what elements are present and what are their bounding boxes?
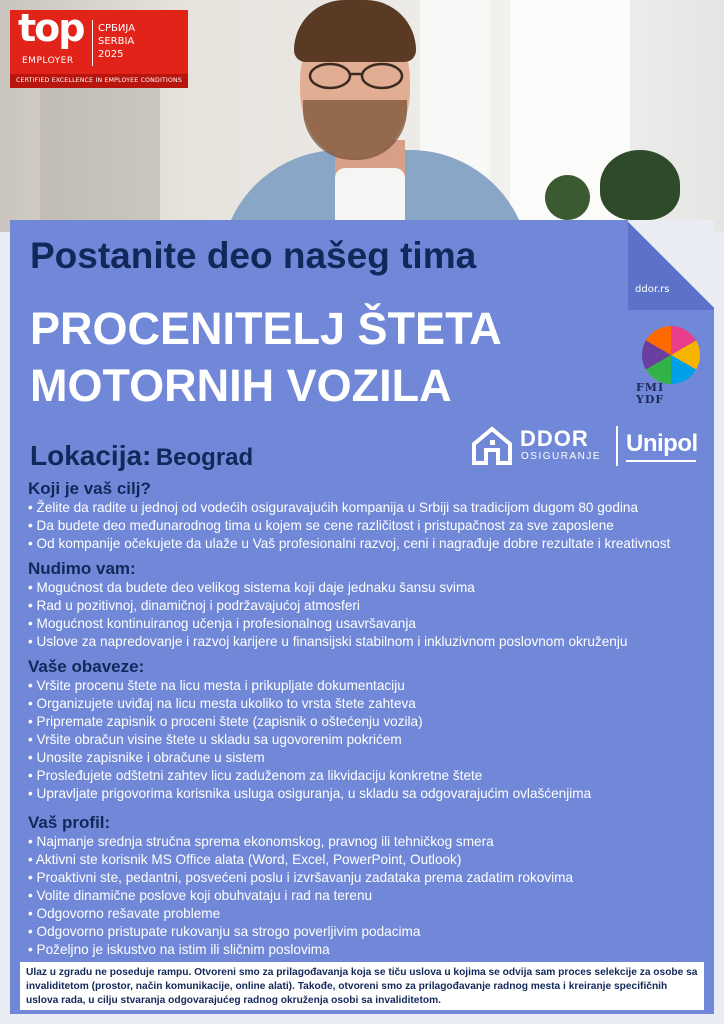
list-item: • Prosleđujete odštetni zahtev licu zaduženom za likvidaciju konkretne štete <box>28 767 718 785</box>
list-item: • Aktivni ste korisnik MS Office alata (Word, Excel, PowerPoint, Outlook) <box>28 851 718 869</box>
list-item: • Rad u pozitivnoj, dinamičnoj i podržavajućoj atmosferi <box>28 597 718 615</box>
list-item: • Vršite obračun visine štete u skladu sa ugovorenim pokrićem <box>28 731 718 749</box>
fmi-logo-text <box>636 382 664 406</box>
list-item: • Uslove za napredovanje i razvoj karijere u finansijski stabilnom i inkluzivnom poslovnom okruženju <box>28 633 718 651</box>
job-title-line1: PROCENITELJ ŠTETA <box>30 303 502 354</box>
website-link[interactable]: ddor.rs <box>635 284 670 295</box>
glasses-icon <box>305 62 407 90</box>
list-item: • Poželjno je iskustvo na istim ili sličnim poslovima <box>28 941 718 959</box>
fmi-logo-line2: YDF <box>636 393 665 406</box>
unipol-logo-text: Unipol <box>626 430 698 457</box>
location <box>30 440 253 472</box>
list-item: • Da budete deo međunarodnog tima u kojem se cene različitost i pristupačnost za sve zaposlene <box>28 517 718 535</box>
list-item: • Želite da radite u jednoj od vodećih osiguravajućih kompanija u Srbiji sa tradicijom dugom 80 godina <box>28 499 718 517</box>
badge-country-cyrillic: СРБИЈА <box>98 23 136 34</box>
plant <box>600 150 680 220</box>
badge-year: 2025 <box>98 49 124 60</box>
list-item: • Najmanje srednja stručna sprema ekonomskog, pravnog ili tehničkog smera <box>28 833 718 851</box>
section-title: Koji je vaš cilj? <box>28 479 151 498</box>
brand-logos <box>470 424 702 472</box>
list-item: • Upravljate prigovorima korisnika usluga osiguranja, u skladu sa odgovarajućim ovlašćenjima <box>28 785 718 803</box>
section-profile <box>28 813 718 959</box>
list-item: • Od kompanije očekujete da ulaže u Vaš profesionalni razvoj, ceni i nagrađuje dobre rezultate i kreativnost <box>28 535 718 553</box>
list-item: • Odgovorno rešavate probleme <box>28 905 718 923</box>
list-item: • Vršite procenu štete na licu mesta i prikupljate dokumentaciju <box>28 677 718 695</box>
badge-country-latin: SERBIA <box>98 36 135 47</box>
section-title: Nudimo vam: <box>28 559 136 578</box>
bullet-list <box>28 499 718 553</box>
headline: Postanite deo našeg tima <box>30 235 477 276</box>
badge-employer: EMPLOYER <box>22 56 74 66</box>
fmi-logo <box>636 326 704 412</box>
person-hair <box>294 0 416 62</box>
osiguranje-logo-text: OSIGURANJE <box>521 451 602 462</box>
fmi-ball-icon <box>642 326 700 384</box>
top-employer-badge <box>10 6 188 88</box>
list-item: • Odgovorno pristupate rukovanju sa strogo poverljivim podacima <box>28 923 718 941</box>
page-fold-corner <box>628 220 714 310</box>
badge-certified-strip: CERTIFIED EXCELLENCE IN EMPLOYEE CONDITIONS <box>10 74 188 88</box>
ddor-logo-text: DDOR <box>520 426 589 451</box>
plant <box>545 175 590 220</box>
badge-country <box>98 22 135 61</box>
list-item: • Volite dinamične poslove koji obuhvataju i rad na terenu <box>28 887 718 905</box>
bullet-list <box>28 833 718 959</box>
bullet-list <box>28 579 718 651</box>
section-offer <box>28 559 718 651</box>
location-value: Beograd <box>155 444 254 471</box>
job-title-line2: MOTORNIH VOZILA <box>30 360 452 411</box>
list-item: • Mogućnost kontinuiranog učenja i profesionalnog usavršavanja <box>28 615 718 633</box>
job-title <box>30 300 502 414</box>
unipol-underline <box>626 460 696 462</box>
section-title: Vaše obaveze: <box>28 657 145 676</box>
section-duties <box>28 657 718 803</box>
section-title: Vaš profil: <box>28 813 111 832</box>
location-label: Lokacija: <box>30 440 152 471</box>
badge-divider <box>92 20 93 66</box>
list-item: • Unosite zapisnike i obračune u sistem <box>28 749 718 767</box>
list-item: • Proaktivni ste, pedantni, posvećeni poslu i izvršavanju zadataka prema zadatim rokovima <box>28 869 718 887</box>
list-item: • Organizujete uviđaj na licu mesta ukoliko to vrsta štete zahteva <box>28 695 718 713</box>
brand-separator <box>616 426 618 466</box>
ddor-house-icon <box>470 426 514 466</box>
fmi-logo-line1: FMI <box>636 381 665 394</box>
list-item: • Pripremate zapisnik o proceni štete (zapisnik o oštećenju vozila) <box>28 713 718 731</box>
section-goal <box>28 479 718 553</box>
accessibility-note: Ulaz u zgradu ne poseduje rampu. Otvoreni smo za prilagođavanja koja se tiču uslova u kojima se odvija sam proces selekcije za osobe sa invaliditetom (prostor, način komunikacije, online alati). Takođe, otvoreni smo za prilagođavanje radnog mesta i kreiranje specifičnih uslova rada, u cilju stvaranja odgovarajućeg radnog okruženja osobi sa invaliditetom. <box>20 962 704 1010</box>
list-item: • Mogućnost da budete deo velikog sistema koji daje jednaku šansu svima <box>28 579 718 597</box>
bullet-list <box>28 677 718 803</box>
badge-top-word: top <box>18 6 84 50</box>
